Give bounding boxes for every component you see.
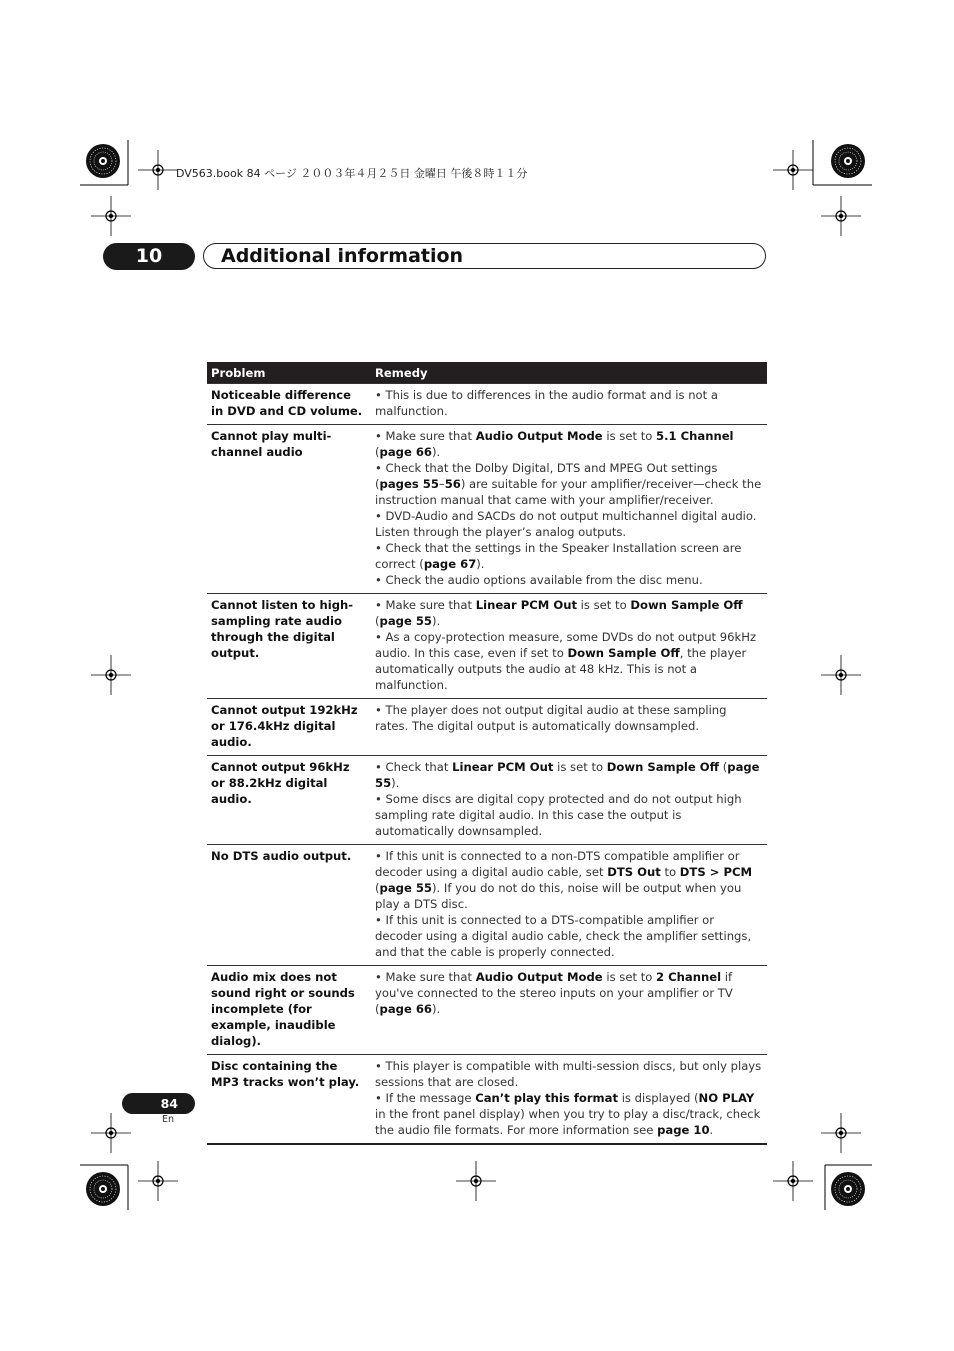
book-file-info: DV563.book 84 ページ ２００３年４月２５日 金曜日 午後８時１１分 (176, 167, 528, 180)
remedy-emphasis: page 55 (379, 614, 432, 628)
remedy-emphasis: page 67 (423, 557, 477, 571)
remedy-item (375, 702, 763, 734)
remedy-text: • Check that the settings in the Speaker Installation screen are correct ( (375, 541, 742, 571)
remedy-column-header: Remedy (371, 362, 767, 384)
remedy-text: in the front panel display) when you try to play a disc/track, check the audio file formats. For more information see (375, 1107, 761, 1137)
remedy-item (375, 791, 763, 839)
remedy-emphasis: page 10 (657, 1123, 710, 1137)
remedy-text: is set to (602, 429, 657, 443)
remedy-text: ( (719, 760, 728, 774)
table-row (207, 594, 767, 699)
remedy-emphasis: 2 Channel (656, 970, 722, 984)
remedy-item (375, 629, 763, 693)
remedy-text: – (438, 477, 445, 491)
remedy-emphasis: Down Sample Off (630, 598, 743, 612)
remedy-text: • DVD-Audio and SACDs do not output multichannel digital audio. Listen through the player’s analog outputs. (375, 509, 757, 539)
table-row (207, 966, 767, 1055)
remedy-text: is displayed ( (618, 1091, 699, 1105)
remedy-text: • Check the audio options available from the disc menu. (375, 573, 703, 587)
remedy-text: is set to (577, 598, 631, 612)
remedy-text: , the player automatically outputs the audio at 48 kHz. This is not a malfunction. (375, 646, 747, 692)
table-row (207, 425, 767, 594)
remedy-emphasis: 5.1 Channel (656, 429, 734, 443)
remedy-item (375, 912, 763, 960)
remedy-emphasis: Audio Output Mode (475, 429, 603, 443)
remedy-text: • Check that (375, 760, 453, 774)
remedy-emphasis: 56 (444, 477, 461, 491)
remedy-text: • Make sure that (375, 970, 476, 984)
problem-cell: Cannot listen to high-sampling rate audio through the digital output. (207, 594, 371, 699)
remedy-emphasis: DTS > PCM (679, 865, 753, 879)
remedy-text: • If the message (375, 1091, 476, 1105)
remedy-item (375, 759, 763, 791)
remedy-cell (371, 845, 767, 966)
remedy-text: ). (432, 614, 441, 628)
remedy-emphasis: Linear PCM Out (475, 598, 577, 612)
page-number-badge: 84 (122, 1093, 195, 1114)
problem-cell: Cannot play multi-channel audio (207, 425, 371, 594)
remedy-text: • If this unit is connected to a DTS-compatible amplifier or decoder using a digital audio cable, check the amplifier settings, and that the cable is properly connected. (375, 913, 752, 959)
remedy-text: ). (432, 1002, 441, 1016)
remedy-emphasis: Audio Output Mode (475, 970, 603, 984)
remedy-text: • Some discs are digital copy protected and do not output high sampling rate digital audio. In this case the output is automatically downsampled. (375, 792, 742, 838)
remedy-item (375, 969, 763, 1017)
remedy-text: ). (391, 776, 400, 790)
remedy-text: • Make sure that (375, 429, 476, 443)
remedy-text: • If this unit is connected to a non-DTS compatible amplifier or decoder using a digital audio cable, set (375, 849, 740, 879)
remedy-emphasis: page 66 (379, 445, 432, 459)
remedy-cell (371, 384, 767, 425)
remedy-item (375, 508, 763, 540)
remedy-item (375, 572, 763, 588)
remedy-text: ( (375, 881, 380, 895)
table-header-row (207, 362, 767, 384)
remedy-text: • As a copy-protection measure, some DVDs do not output 96kHz audio. In this case, even if set to (375, 630, 757, 660)
remedy-emphasis: Down Sample Off (567, 646, 680, 660)
remedy-text: ( (375, 445, 380, 459)
problem-cell: Cannot output 192kHz or 176.4kHz digital audio. (207, 699, 371, 756)
remedy-item (375, 1090, 763, 1138)
table-body (207, 384, 767, 1145)
remedy-cell (371, 699, 767, 756)
problem-cell: Audio mix does not sound right or sounds incomplete (for example, inaudible dialog). (207, 966, 371, 1055)
remedy-item (375, 848, 763, 912)
table-row (207, 384, 767, 425)
remedy-text: is set to (553, 760, 607, 774)
remedy-text: • This is due to differences in the audio format and is not a malfunction. (375, 388, 718, 418)
remedy-text: • Make sure that (375, 598, 476, 612)
remedy-text: • Check that the Dolby Digital, DTS and MPEG Out settings ( (375, 461, 718, 491)
remedy-text: if you've connected to the stereo inputs on your amplifier or TV ( (375, 970, 733, 1016)
table-row (207, 699, 767, 756)
problem-column-header: Problem (207, 362, 371, 384)
troubleshooting-table (207, 362, 767, 1145)
remedy-emphasis: Can’t play this format (475, 1091, 619, 1105)
remedy-emphasis: NO PLAY (698, 1091, 755, 1105)
remedy-text: ). (432, 445, 441, 459)
remedy-emphasis: page 66 (379, 1002, 432, 1016)
remedy-text: ). (476, 557, 485, 571)
remedy-text: to (660, 865, 680, 879)
remedy-text: • The player does not output digital audio at these sampling rates. The digital output is automatically downsampled. (375, 703, 727, 733)
remedy-text: ) are suitable for your amplifier/receiver—check the instruction manual that came with your amplifier/receiver. (375, 477, 762, 507)
remedy-text: . (709, 1123, 714, 1137)
chapter-title: Additional information (221, 245, 464, 267)
remedy-item (375, 460, 763, 508)
remedy-text: ). If you do not do this, noise will be output when you play a DTS disc. (375, 881, 742, 911)
remedy-item (375, 428, 763, 460)
remedy-emphasis: page 55 (379, 881, 432, 895)
remedy-item (375, 1058, 763, 1090)
remedy-text: ( (375, 614, 380, 628)
problem-cell: Cannot output 96kHz or 88.2kHz digital audio. (207, 756, 371, 845)
remedy-emphasis: DTS Out (607, 865, 661, 879)
remedy-cell (371, 425, 767, 594)
table-row (207, 756, 767, 845)
problem-cell: Noticeable difference in DVD and CD volume. (207, 384, 371, 425)
remedy-emphasis: page 55 (375, 760, 760, 790)
remedy-emphasis: Linear PCM Out (452, 760, 554, 774)
remedy-cell (371, 594, 767, 699)
table-row (207, 1055, 767, 1145)
chapter-number-badge: 10 (103, 243, 195, 270)
table-row (207, 845, 767, 966)
remedy-item (375, 597, 763, 629)
remedy-item (375, 387, 763, 419)
remedy-text: is set to (602, 970, 657, 984)
remedy-cell (371, 756, 767, 845)
remedy-emphasis: Down Sample Off (606, 760, 720, 774)
page-language: En (162, 1114, 175, 1125)
remedy-cell (371, 966, 767, 1055)
remedy-emphasis: pages 55 (379, 477, 439, 491)
remedy-cell (371, 1055, 767, 1145)
problem-cell: Disc containing the MP3 tracks won’t play. (207, 1055, 371, 1145)
remedy-item (375, 540, 763, 572)
problem-cell: No DTS audio output. (207, 845, 371, 966)
remedy-text: • This player is compatible with multi-session discs, but only plays sessions that are closed. (375, 1059, 762, 1089)
